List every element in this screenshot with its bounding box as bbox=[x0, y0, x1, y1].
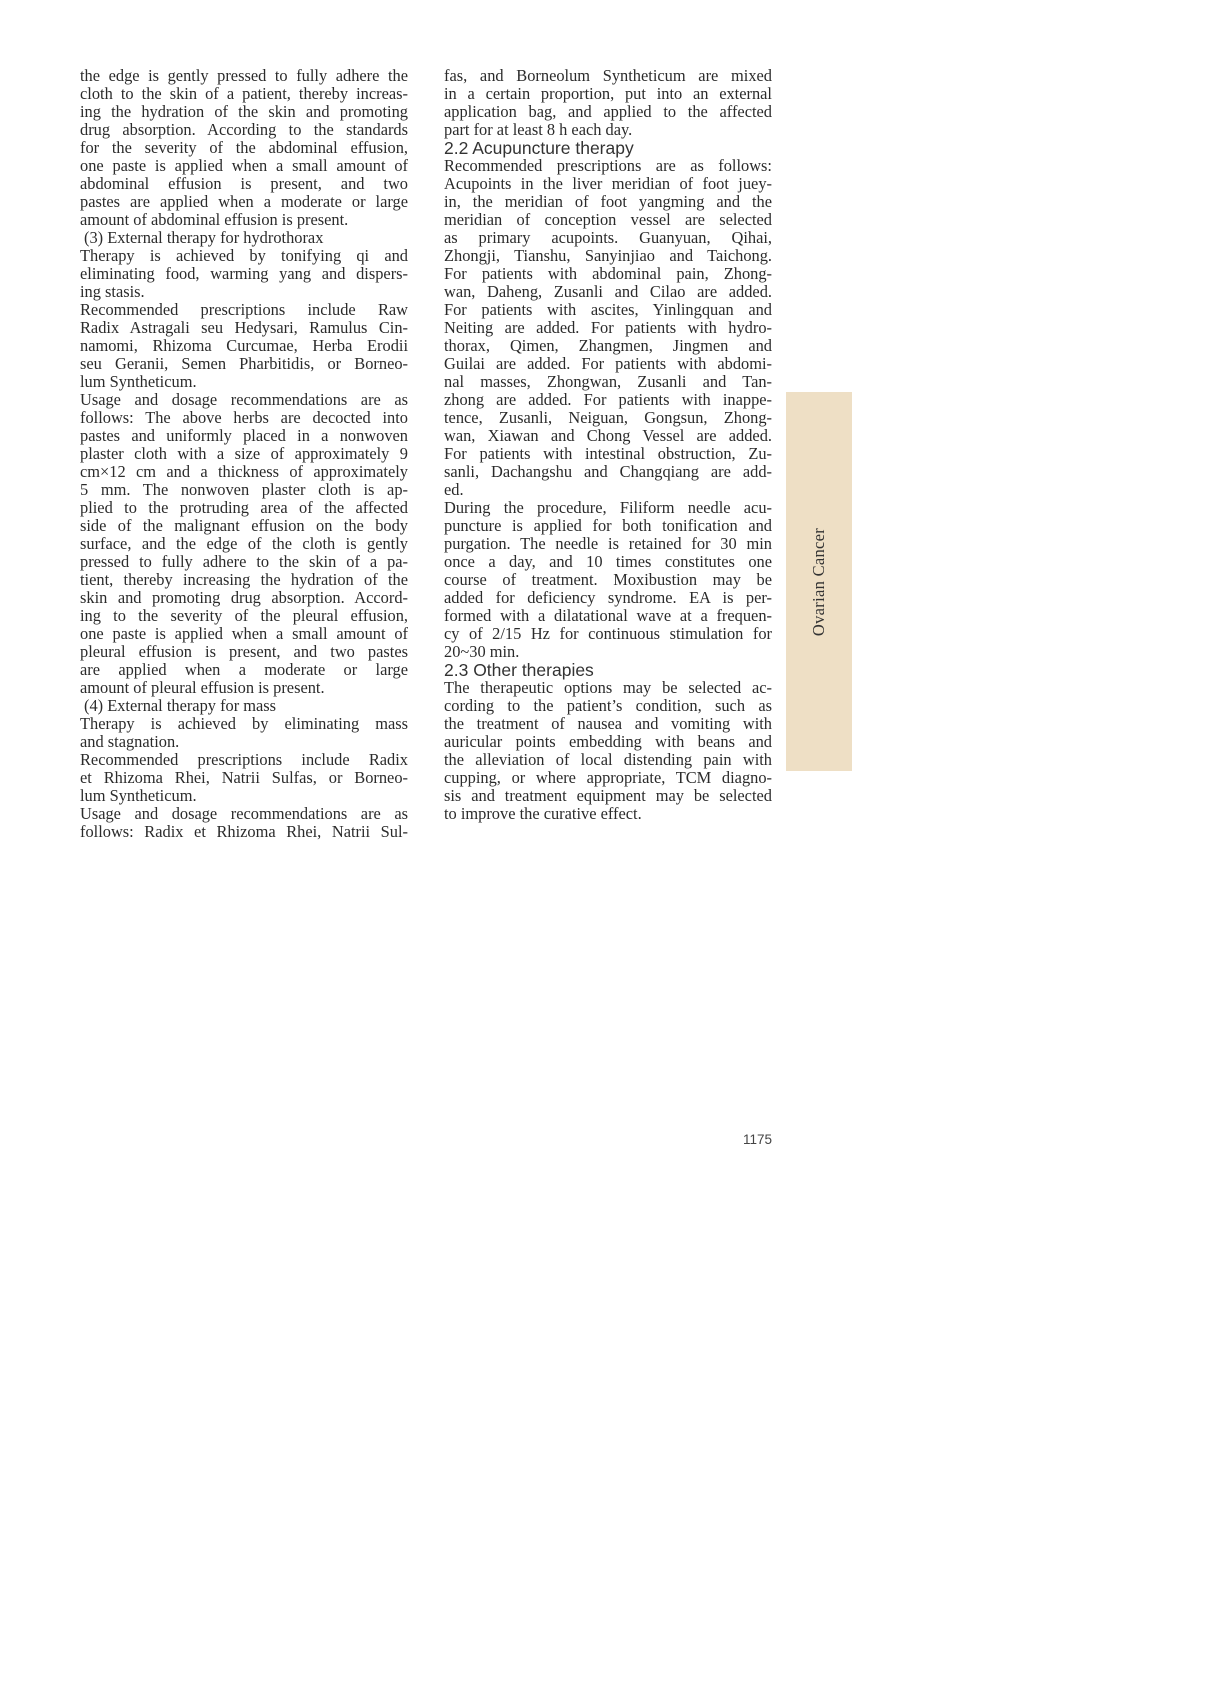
text-line: 20~30 min. bbox=[444, 642, 520, 661]
text-line: namomi, Rhizoma Curcumae, Herba Erodii bbox=[80, 336, 408, 355]
text-line: seu Geranii, Semen Pharbitidis, or Borneo- bbox=[80, 354, 408, 373]
text-line: For patients with intestinal obstruction, Zu- bbox=[444, 444, 772, 463]
text-line: pastes and uniformly placed in a nonwoven bbox=[80, 426, 408, 445]
text-line: drug absorption. According to the standards bbox=[80, 120, 408, 139]
text-line: part for at least 8 h each day. bbox=[444, 120, 633, 139]
text-line: pastes are applied when a moderate or large bbox=[80, 192, 408, 211]
text-line: wan, Xiawan and Chong Vessel are added. bbox=[444, 426, 772, 445]
text-line: ing stasis. bbox=[80, 282, 145, 301]
text-line: the alleviation of local distending pain with bbox=[444, 750, 772, 769]
text-line: ed. bbox=[444, 480, 464, 499]
text-line: Therapy is achieved by eliminating mass bbox=[80, 714, 408, 733]
text-line: plied to the protruding area of the affected bbox=[80, 498, 408, 517]
text-line: the edge is gently pressed to fully adhere the bbox=[80, 66, 408, 85]
text-line: Radix Astragali seu Hedysari, Ramulus Cin- bbox=[80, 318, 408, 337]
text-line: For patients with abdominal pain, Zhong- bbox=[444, 264, 772, 283]
text-line: once a day, and 10 times constitutes one bbox=[444, 552, 772, 571]
text-line: follows: Radix et Rhizoma Rhei, Natrii Sul- bbox=[80, 822, 408, 841]
text-line: in, the meridian of foot yangming and the bbox=[444, 192, 772, 211]
chapter-side-tab bbox=[786, 392, 852, 771]
text-line: side of the malignant effusion on the body bbox=[80, 516, 408, 535]
text-line: purgation. The needle is retained for 30 min bbox=[444, 534, 772, 553]
page-number: 1175 bbox=[742, 1132, 772, 1147]
subsection-heading: (4) External therapy for mass bbox=[84, 696, 277, 715]
left-column bbox=[80, 67, 408, 841]
text-line: ing to the severity of the pleural effusion, bbox=[80, 606, 408, 625]
text-line: in a certain proportion, put into an external bbox=[444, 84, 772, 103]
text-line: one paste is applied when a small amount of bbox=[80, 624, 408, 643]
text-line: Neiting are added. For patients with hydro- bbox=[444, 318, 772, 337]
text-line: wan, Daheng, Zusanli and Cilao are added. bbox=[444, 282, 772, 301]
text-line: abdominal effusion is present, and two bbox=[80, 174, 408, 193]
text-line: formed with a dilatational wave at a frequen- bbox=[444, 606, 772, 625]
text-line: The therapeutic options may be selected ac- bbox=[444, 678, 772, 697]
text-line: surface, and the edge of the cloth is gently bbox=[80, 534, 408, 553]
text-line: et Rhizoma Rhei, Natrii Sulfas, or Borneo- bbox=[80, 768, 408, 787]
text-line: added for deficiency syndrome. EA is per- bbox=[444, 588, 772, 607]
text-line: ing the hydration of the skin and promoting bbox=[80, 102, 408, 121]
text-line: fas, and Borneolum Syntheticum are mixed bbox=[444, 66, 772, 85]
text-line: Usage and dosage recommendations are as bbox=[80, 390, 408, 409]
text-line: 5 mm. The nonwoven plaster cloth is ap- bbox=[80, 480, 408, 499]
text-line: Recommended prescriptions include Raw bbox=[80, 300, 408, 319]
text-line: Acupoints in the liver meridian of foot juey- bbox=[444, 174, 772, 193]
text-line: one paste is applied when a small amount of bbox=[80, 156, 408, 175]
text-line: eliminating food, warming yang and dispers- bbox=[80, 264, 408, 283]
text-line: Recommended prescriptions include Radix bbox=[80, 750, 408, 769]
text-line: are applied when a moderate or large bbox=[80, 660, 408, 679]
text-line: Therapy is achieved by tonifying qi and bbox=[80, 246, 408, 265]
text-line: cording to the patient’s condition, such as bbox=[444, 696, 772, 715]
section-heading: 2.3 Other therapies bbox=[444, 660, 594, 680]
text-line: zhong are added. For patients with inappe- bbox=[444, 390, 772, 409]
right-column bbox=[444, 67, 772, 823]
text-line: pressed to fully adhere to the skin of a pa- bbox=[80, 552, 408, 571]
text-line: For patients with ascites, Yinlingquan and bbox=[444, 300, 772, 319]
text-line: for the severity of the abdominal effusion, bbox=[80, 138, 408, 157]
text-line: course of treatment. Moxibustion may be bbox=[444, 570, 772, 589]
text-line: Zhongji, Tianshu, Sanyinjiao and Taichong. bbox=[444, 246, 772, 265]
text-line: Guilai are added. For patients with abdomi- bbox=[444, 354, 772, 373]
text-line: cy of 2/15 Hz for continuous stimulation for bbox=[444, 624, 772, 643]
text-line: lum Syntheticum. bbox=[80, 786, 197, 805]
text-line: application bag, and applied to the affected bbox=[444, 102, 772, 121]
text-line: sanli, Dachangshu and Changqiang are add- bbox=[444, 462, 772, 481]
text-line: During the procedure, Filiform needle acu- bbox=[444, 498, 772, 517]
text-line: meridian of conception vessel are selected bbox=[444, 210, 772, 229]
text-line: pleural effusion is present, and two pastes bbox=[80, 642, 408, 661]
text-line: cm×12 cm and a thickness of approximately bbox=[80, 462, 408, 481]
text-line: auricular points embedding with beans and bbox=[444, 732, 772, 751]
text-line: puncture is applied for both tonification and bbox=[444, 516, 772, 535]
text-line: thorax, Qimen, Zhangmen, Jingmen and bbox=[444, 336, 772, 355]
text-line: to improve the curative effect. bbox=[444, 804, 642, 823]
text-line: the treatment of nausea and vomiting with bbox=[444, 714, 772, 733]
text-line: amount of abdominal effusion is present. bbox=[80, 210, 349, 229]
text-line: amount of pleural effusion is present. bbox=[80, 678, 325, 697]
text-line: tient, thereby increasing the hydration of the bbox=[80, 570, 408, 589]
chapter-side-tab-label: Ovarian Cancer bbox=[809, 527, 828, 636]
text-line: nal masses, Zhongwan, Zusanli and Tan- bbox=[444, 372, 772, 391]
text-line: and stagnation. bbox=[80, 732, 180, 751]
subsection-heading: (3) External therapy for hydrothorax bbox=[84, 228, 324, 247]
text-line: skin and promoting drug absorption. Accord- bbox=[80, 588, 408, 607]
text-line: plaster cloth with a size of approximately 9 bbox=[80, 444, 408, 463]
text-line: sis and treatment equipment may be selected bbox=[444, 786, 772, 805]
text-line: Recommended prescriptions are as follows: bbox=[444, 156, 772, 175]
text-line: cloth to the skin of a patient, thereby increas- bbox=[80, 84, 408, 103]
text-line: lum Syntheticum. bbox=[80, 372, 197, 391]
text-line: Usage and dosage recommendations are as bbox=[80, 804, 408, 823]
section-heading: 2.2 Acupuncture therapy bbox=[444, 138, 634, 158]
text-line: follows: The above herbs are decocted into bbox=[80, 408, 408, 427]
text-line: cupping, or where appropriate, TCM diagno- bbox=[444, 768, 772, 787]
text-line: tence, Zusanli, Neiguan, Gongsun, Zhong- bbox=[444, 408, 772, 427]
text-line: as primary acupoints. Guanyuan, Qihai, bbox=[444, 228, 772, 247]
